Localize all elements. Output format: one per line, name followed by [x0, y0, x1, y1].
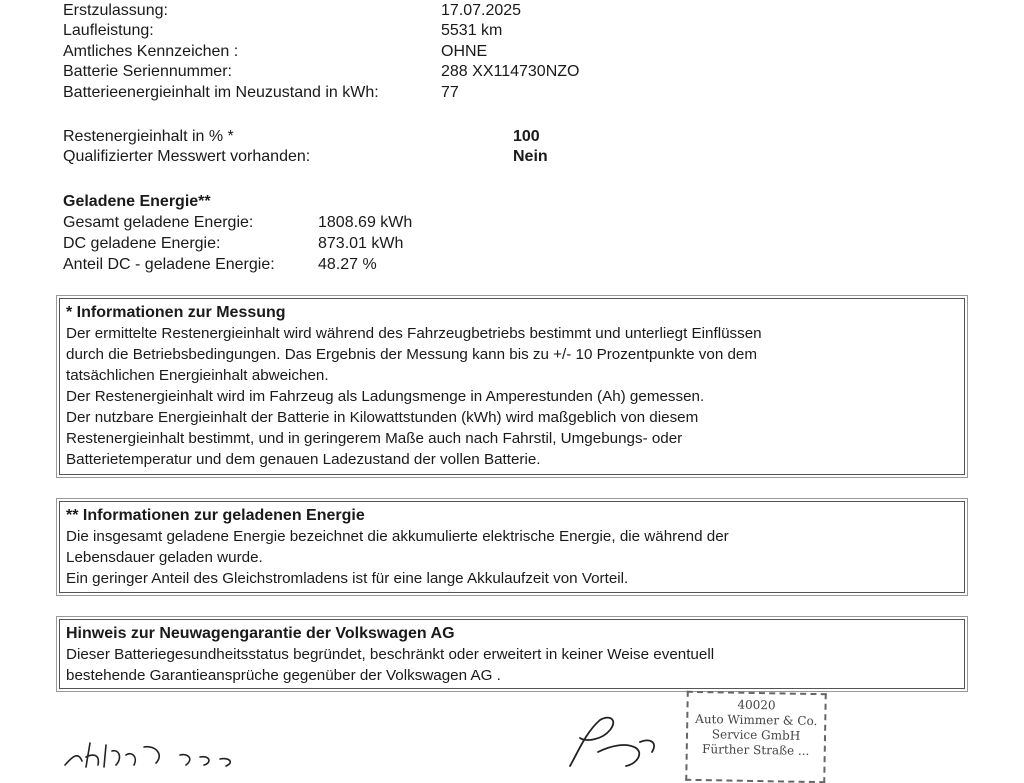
stamp-line: Fürther Straße ... — [702, 742, 810, 758]
box-text-line: Der ermittelte Restenergieinhalt wird während des Fahrzeugbetriebs bestimmt und unterliegt Einflüssen — [66, 325, 762, 342]
box-text-line: Die insgesamt geladene Energie bezeichnet die akkumulierte elektrische Energie, die während der — [66, 528, 729, 545]
charged-value: 48.27 % — [318, 256, 377, 273]
measurement-value: 100 — [513, 128, 540, 145]
info-label: Laufleistung: — [63, 22, 154, 39]
box-text-line: Der Restenergieinhalt wird im Fahrzeug als Ladungsmenge in Amperestunden (Ah) gemessen. — [66, 388, 705, 405]
handwritten-signature-left — [60, 735, 280, 768]
measurement-info-box — [59, 298, 965, 475]
measurement-info-title: * Informationen zur Messung — [66, 304, 286, 321]
charged-value: 1808.69 kWh — [318, 214, 413, 231]
box-text-line: bestehende Garantieansprüche gegenüber der Volkswagen AG . — [66, 667, 501, 684]
info-label: Amtliches Kennzeichen : — [63, 43, 239, 60]
energy-info-title: ** Informationen zur geladenen Energie — [66, 507, 365, 524]
box-text-line: Ein geringer Anteil des Gleichstromladens ist für eine lange Akkulaufzeit von Vorteil. — [66, 570, 629, 587]
info-value: 288 XX114730NZO — [441, 63, 580, 80]
charged-label: Gesamt geladene Energie: — [63, 214, 254, 231]
info-label: Batterieenergieinhalt im Neuzustand in kWh: — [63, 84, 379, 101]
measurement-label: Qualifizierter Messwert vorhanden: — [63, 148, 311, 165]
info-label: Batterie Seriennummer: — [63, 63, 232, 80]
stamp-line: Service GmbH — [711, 727, 801, 743]
measurement-label: Restenergieinhalt in % * — [63, 128, 234, 145]
warranty-notice-title: Hinweis zur Neuwagengarantie der Volkswagen AG — [66, 625, 455, 642]
stamp-line: 40020 — [737, 697, 776, 713]
info-value: 77 — [441, 84, 459, 101]
charged-label: Anteil DC - geladene Energie: — [63, 256, 275, 273]
energy-info-box — [59, 501, 965, 593]
box-text-line: tatsächlichen Energieinhalt abweichen. — [66, 367, 329, 384]
box-text-line: Der nutzbare Energieinhalt der Batterie in Kilowattstunden (kWh) wird maßgeblich von diesem — [66, 409, 699, 426]
box-text-line: Batterietemperatur und dem genauen Ladezustand der vollen Batterie. — [66, 451, 541, 468]
box-text-line: Restenergieinhalt bestimmt, und in geringerem Maße auch nach Fahrstil, Umgebungs- oder — [66, 430, 683, 447]
charged-label: DC geladene Energie: — [63, 235, 221, 252]
info-label: Erstzulassung: — [63, 2, 168, 19]
box-text-line: durch die Betriebsbedingungen. Das Ergebnis der Messung kann bis zu +/- 10 Prozentpunkte von dem — [66, 346, 758, 363]
handwritten-signature-right — [540, 712, 670, 768]
stamp-line: Auto Wimmer & Co. — [695, 711, 818, 729]
charged-value: 873.01 kWh — [318, 235, 404, 252]
info-value: OHNE — [441, 43, 488, 60]
measurement-value: Nein — [513, 148, 548, 165]
warranty-notice-box — [59, 619, 965, 689]
info-value: 5531 km — [441, 22, 503, 39]
box-text-line: Dieser Batteriegesundheitsstatus begründet, beschränkt oder erweitert in keiner Weise eventuell — [66, 646, 715, 663]
box-text-line: Lebensdauer geladen wurde. — [66, 549, 263, 566]
info-value: 17.07.2025 — [441, 2, 522, 19]
charged-energy-title: Geladene Energie** — [63, 193, 211, 210]
dealer-stamp — [685, 691, 827, 783]
